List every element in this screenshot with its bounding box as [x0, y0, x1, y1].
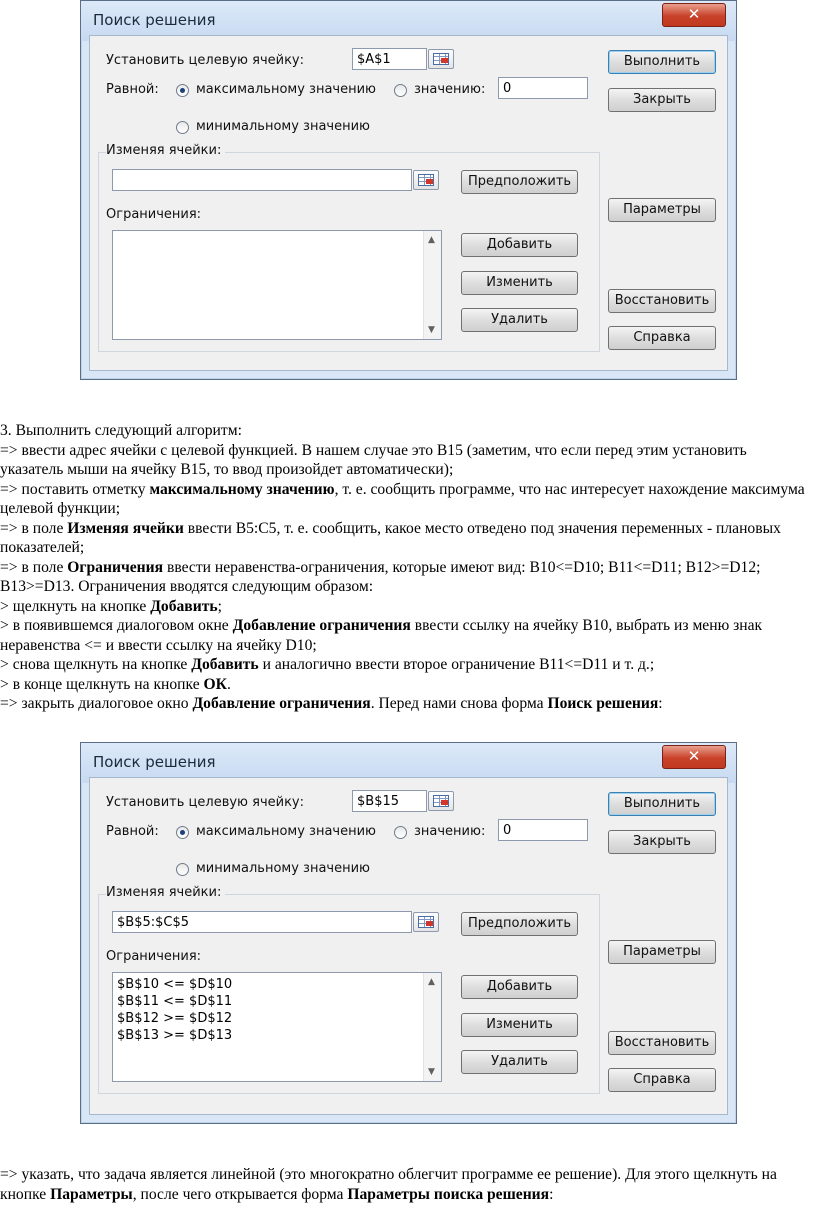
- changing-cells-label: Изменяя ячейки:: [106, 885, 225, 900]
- text-run: . Перед нами снова форма: [370, 695, 548, 712]
- value-input[interactable]: 0: [498, 77, 588, 99]
- bold-term: Добавить: [191, 656, 259, 673]
- scrollbar[interactable]: [423, 973, 441, 1081]
- dialog-client: [89, 777, 728, 1115]
- help-button[interactable]: Справка: [608, 326, 716, 350]
- text-run: => указать, что задача является линейной (это многократно облегчит программе ее решение). Для этого щелкнуть на кнопке: [0, 1166, 777, 1203]
- guess-button[interactable]: Предположить: [461, 912, 578, 936]
- delete-button[interactable]: Удалить: [461, 308, 578, 332]
- equal-label: Равной:: [106, 82, 159, 97]
- text-line: [0, 655, 812, 675]
- min-radio[interactable]: [176, 121, 189, 134]
- dialog-title: Поиск решения: [93, 753, 216, 771]
- solve-button[interactable]: Выполнить: [608, 50, 716, 74]
- close-icon[interactable]: ✕: [662, 745, 726, 769]
- value-label: значению:: [414, 824, 486, 839]
- text-line: [0, 558, 812, 597]
- cell-picker-icon[interactable]: [428, 791, 454, 811]
- solver-dialog-1: [80, 0, 737, 380]
- bold-term: ОК: [203, 675, 227, 693]
- options-button[interactable]: Параметры: [608, 940, 716, 964]
- text-line: [0, 616, 812, 655]
- text-line: [0, 597, 812, 617]
- delete-button[interactable]: Удалить: [461, 1050, 578, 1074]
- scroll-up-icon[interactable]: ▲: [428, 235, 435, 245]
- add-button[interactable]: Добавить: [461, 233, 578, 257]
- text-run: => поставить отметку: [0, 480, 150, 498]
- constraint-item[interactable]: $B$12 >= $D$12: [117, 1011, 233, 1026]
- instruction-text-bottom: [0, 1165, 812, 1204]
- text-run: => закрыть диалоговое окно: [0, 695, 193, 712]
- text-run: 3. Выполнить следующий алгоритм:: [0, 422, 242, 439]
- constraints-label: Ограничения:: [106, 207, 202, 222]
- text-run: > в появившемся диалоговом окне: [0, 617, 233, 634]
- bold-term: Добавление ограничения: [192, 695, 371, 712]
- target-cell-input[interactable]: $A$1: [352, 48, 427, 70]
- solve-button[interactable]: Выполнить: [608, 792, 716, 816]
- changing-cells-label: Изменяя ячейки:: [106, 143, 225, 158]
- text-line: [0, 480, 812, 519]
- max-radio[interactable]: [176, 84, 189, 97]
- scroll-up-icon[interactable]: ▲: [428, 977, 435, 987]
- text-run: ;: [217, 597, 222, 615]
- text-run: => ввести адрес ячейки с целевой функцией. В нашем случае это B15 (заметим, что если перед этим установить указатель мыши на ячейку B15, то ввод произойдет автоматически);: [0, 441, 747, 478]
- text-run: .: [226, 675, 231, 693]
- changing-cells-input[interactable]: [112, 169, 412, 191]
- target-cell-input[interactable]: $B$15: [352, 790, 427, 812]
- text-run: ввести B5:C5, т. е. сообщить, какое место отведено под значения переменных - плановых показателей;: [0, 519, 781, 556]
- value-radio[interactable]: [394, 826, 407, 839]
- text-run: > в конце щелкнуть на кнопке: [0, 675, 204, 693]
- text-run: , после чего открывается форма: [132, 1185, 348, 1203]
- bold-term: Добавление ограничения: [232, 617, 411, 634]
- text-run: ввести ссылку на ячейку B10, выбрать из меню знак неравенства <= и ввести ссылку на ячейку D10;: [0, 617, 763, 654]
- constraint-item[interactable]: $B$11 <= $D$11: [117, 994, 233, 1009]
- min-radio[interactable]: [176, 863, 189, 876]
- guess-button[interactable]: Предположить: [461, 170, 578, 194]
- constraint-item[interactable]: $B$13 >= $D$13: [117, 1028, 233, 1043]
- text-run: , т. е. сообщить программе, что нас интересует нахождение максимума целевой функции;: [0, 480, 805, 517]
- target-cell-label: Установить целевую ячейку:: [106, 795, 304, 810]
- bold-term: максимальному значению: [149, 480, 335, 498]
- cell-picker-icon[interactable]: [428, 49, 454, 69]
- text-run: ввести неравенства-ограничения, которые имеют вид: B10<=D10; B11<=D11; B12>=D12; B13>=D13. Ограничения вводятся следующим образом:: [0, 558, 761, 595]
- reset-button[interactable]: Восстановить: [608, 289, 716, 313]
- dialog-client: [89, 35, 728, 371]
- scroll-down-icon[interactable]: ▼: [428, 325, 435, 335]
- change-button[interactable]: Изменить: [461, 1013, 578, 1037]
- text-line: [0, 675, 812, 695]
- add-button[interactable]: Добавить: [461, 975, 578, 999]
- min-label: минимальному значению: [196, 119, 370, 134]
- constraint-items: [117, 976, 232, 1044]
- help-button[interactable]: Справка: [608, 1068, 716, 1092]
- scrollbar[interactable]: [423, 231, 441, 339]
- instruction-text: [0, 421, 812, 714]
- dialog-title: Поиск решения: [93, 11, 216, 29]
- bold-term: Добавить: [150, 597, 218, 615]
- cell-picker-icon[interactable]: [413, 912, 439, 932]
- text-run: :: [549, 1185, 554, 1203]
- constraints-list[interactable]: [112, 972, 442, 1082]
- text-run: > снова щелкнуть на кнопке: [0, 656, 192, 673]
- reset-button[interactable]: Восстановить: [608, 1031, 716, 1055]
- bold-term: Ограничения: [67, 558, 164, 576]
- bold-term: Изменяя ячейки: [67, 519, 184, 537]
- change-button[interactable]: Изменить: [461, 271, 578, 295]
- constraint-item[interactable]: $B$10 <= $D$10: [117, 977, 233, 992]
- min-label: минимальному значению: [196, 861, 370, 876]
- bold-term: Поиск решения: [547, 695, 659, 712]
- scroll-down-icon[interactable]: ▼: [428, 1067, 435, 1077]
- text-line: [0, 519, 812, 558]
- max-label: максимальному значению: [196, 82, 377, 97]
- text-line: [0, 441, 812, 480]
- text-run: => в поле: [0, 558, 68, 576]
- bold-term: Параметры: [50, 1185, 133, 1203]
- close-button[interactable]: Закрыть: [608, 830, 716, 854]
- text-run: и аналогично ввести второе ограничение B11<=D11 и т. д.;: [258, 656, 655, 673]
- value-input[interactable]: 0: [498, 819, 588, 841]
- solver-dialog-2: [80, 742, 737, 1124]
- close-button[interactable]: Закрыть: [608, 88, 716, 112]
- text-line: [0, 421, 812, 441]
- max-label: максимальному значению: [196, 824, 377, 839]
- text-run: :: [658, 695, 663, 712]
- constraints-label: Ограничения:: [106, 949, 202, 964]
- text-line: [0, 694, 812, 714]
- target-cell-label: Установить целевую ячейку:: [106, 53, 304, 68]
- cell-picker-icon[interactable]: [413, 170, 439, 190]
- text-line: [0, 1165, 812, 1204]
- constraints-list[interactable]: [112, 230, 442, 340]
- options-button[interactable]: Параметры: [608, 198, 716, 222]
- bold-term: Параметры поиска решения: [347, 1185, 550, 1203]
- text-run: => в поле: [0, 519, 68, 537]
- value-label: значению:: [414, 82, 486, 97]
- close-icon[interactable]: ✕: [662, 3, 726, 27]
- max-radio[interactable]: [176, 826, 189, 839]
- equal-label: Равной:: [106, 824, 159, 839]
- changing-cells-input[interactable]: $B$5:$C$5: [112, 911, 412, 933]
- text-run: > щелкнуть на кнопке: [0, 597, 151, 615]
- value-radio[interactable]: [394, 84, 407, 97]
